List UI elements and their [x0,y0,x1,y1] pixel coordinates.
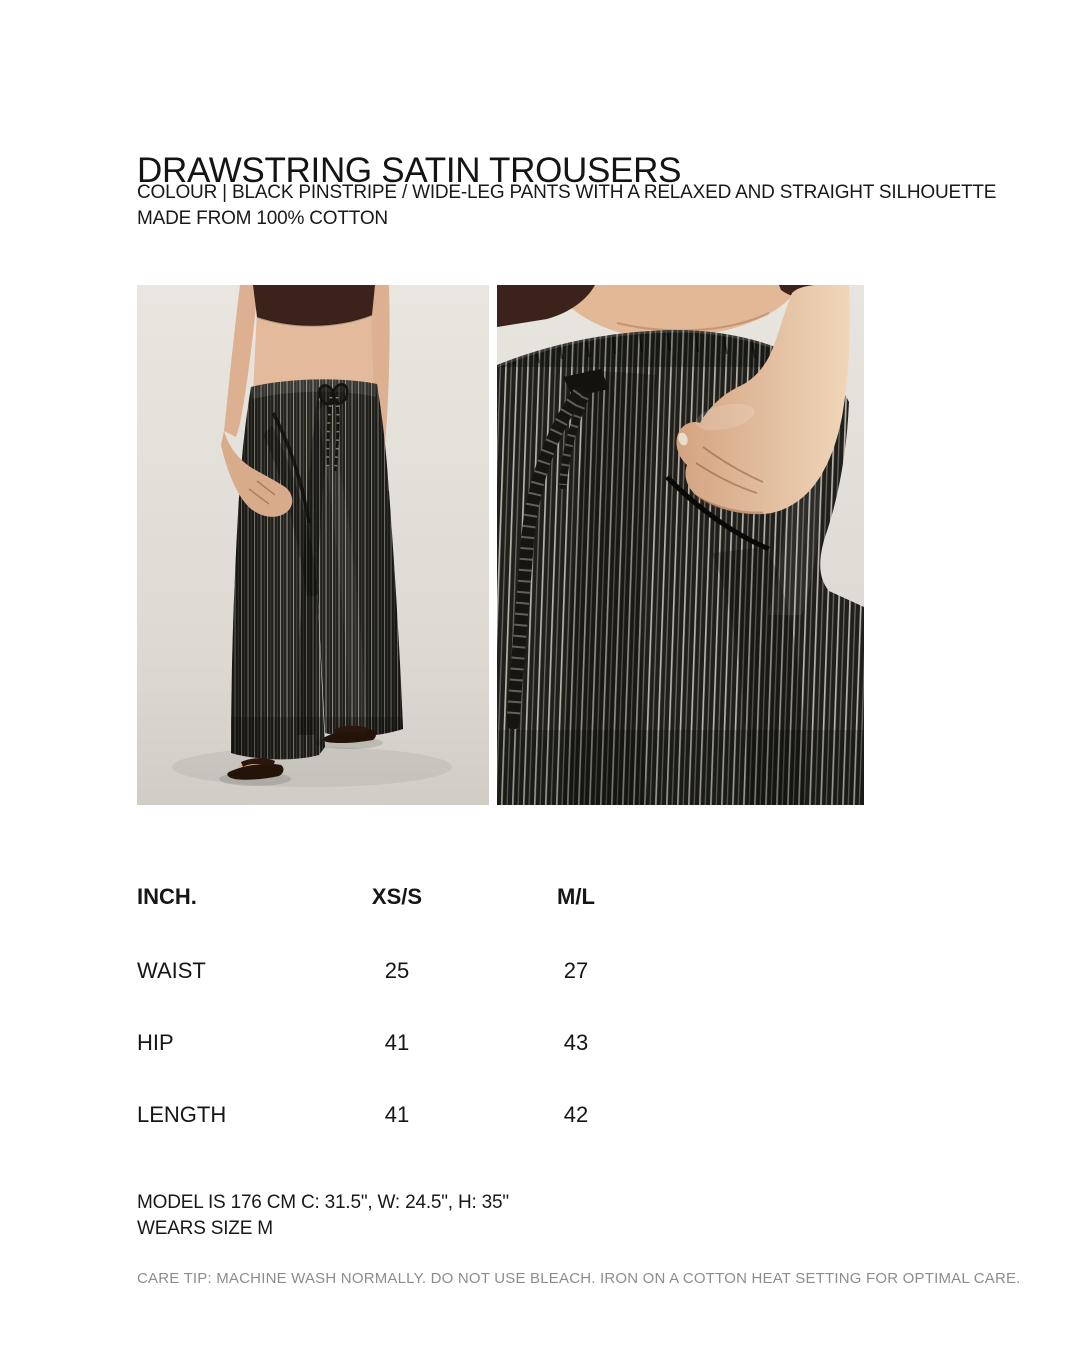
product-photo-closeup [497,285,864,805]
model-size-worn: WEARS SIZE M [137,1218,273,1239]
hip-xss-value: 41 [384,1030,410,1055]
length-ml-value: 42 [563,1102,589,1127]
table-row-waist [137,958,697,986]
size-table [137,884,697,1134]
size-table-header-row [137,884,697,912]
model-info [137,1190,509,1242]
column-header-xss: XS/S [371,884,423,909]
product-description-line1: COLOUR | BLACK PINSTRIPE / WIDE-LEG PANTS WITH A RELAXED AND STRAIGHT SILHOUETTE [137,182,997,203]
full-length-photo-illustration [137,285,489,805]
row-label: WAIST [137,958,206,983]
page-title: DRAWSTRING SATIN TROUSERS [137,151,682,191]
product-description [137,180,996,232]
hip-ml-value: 43 [563,1030,589,1055]
column-header-ml: M/L [557,884,595,909]
table-row-length [137,1102,697,1130]
row-label: HIP [137,1030,174,1055]
length-xss-value: 41 [384,1102,410,1127]
table-row-hip [137,1030,697,1058]
model-measurements: MODEL IS 176 CM C: 31.5", W: 24.5", H: 35" [137,1192,509,1213]
care-tip: CARE TIP: MACHINE WASH NORMALLY. DO NOT USE BLEACH. IRON ON A COTTON HEAT SETTING FOR OPTIMAL CARE. [137,1270,1021,1287]
row-label: LENGTH [137,1102,227,1127]
waist-ml-value: 27 [563,958,589,983]
product-description-line2: MADE FROM 100% COTTON [137,208,388,229]
closeup-photo-illustration [497,285,864,805]
waist-xss-value: 25 [384,958,410,983]
product-photo-full-length [137,285,489,805]
unit-header: INCH. [137,884,197,909]
